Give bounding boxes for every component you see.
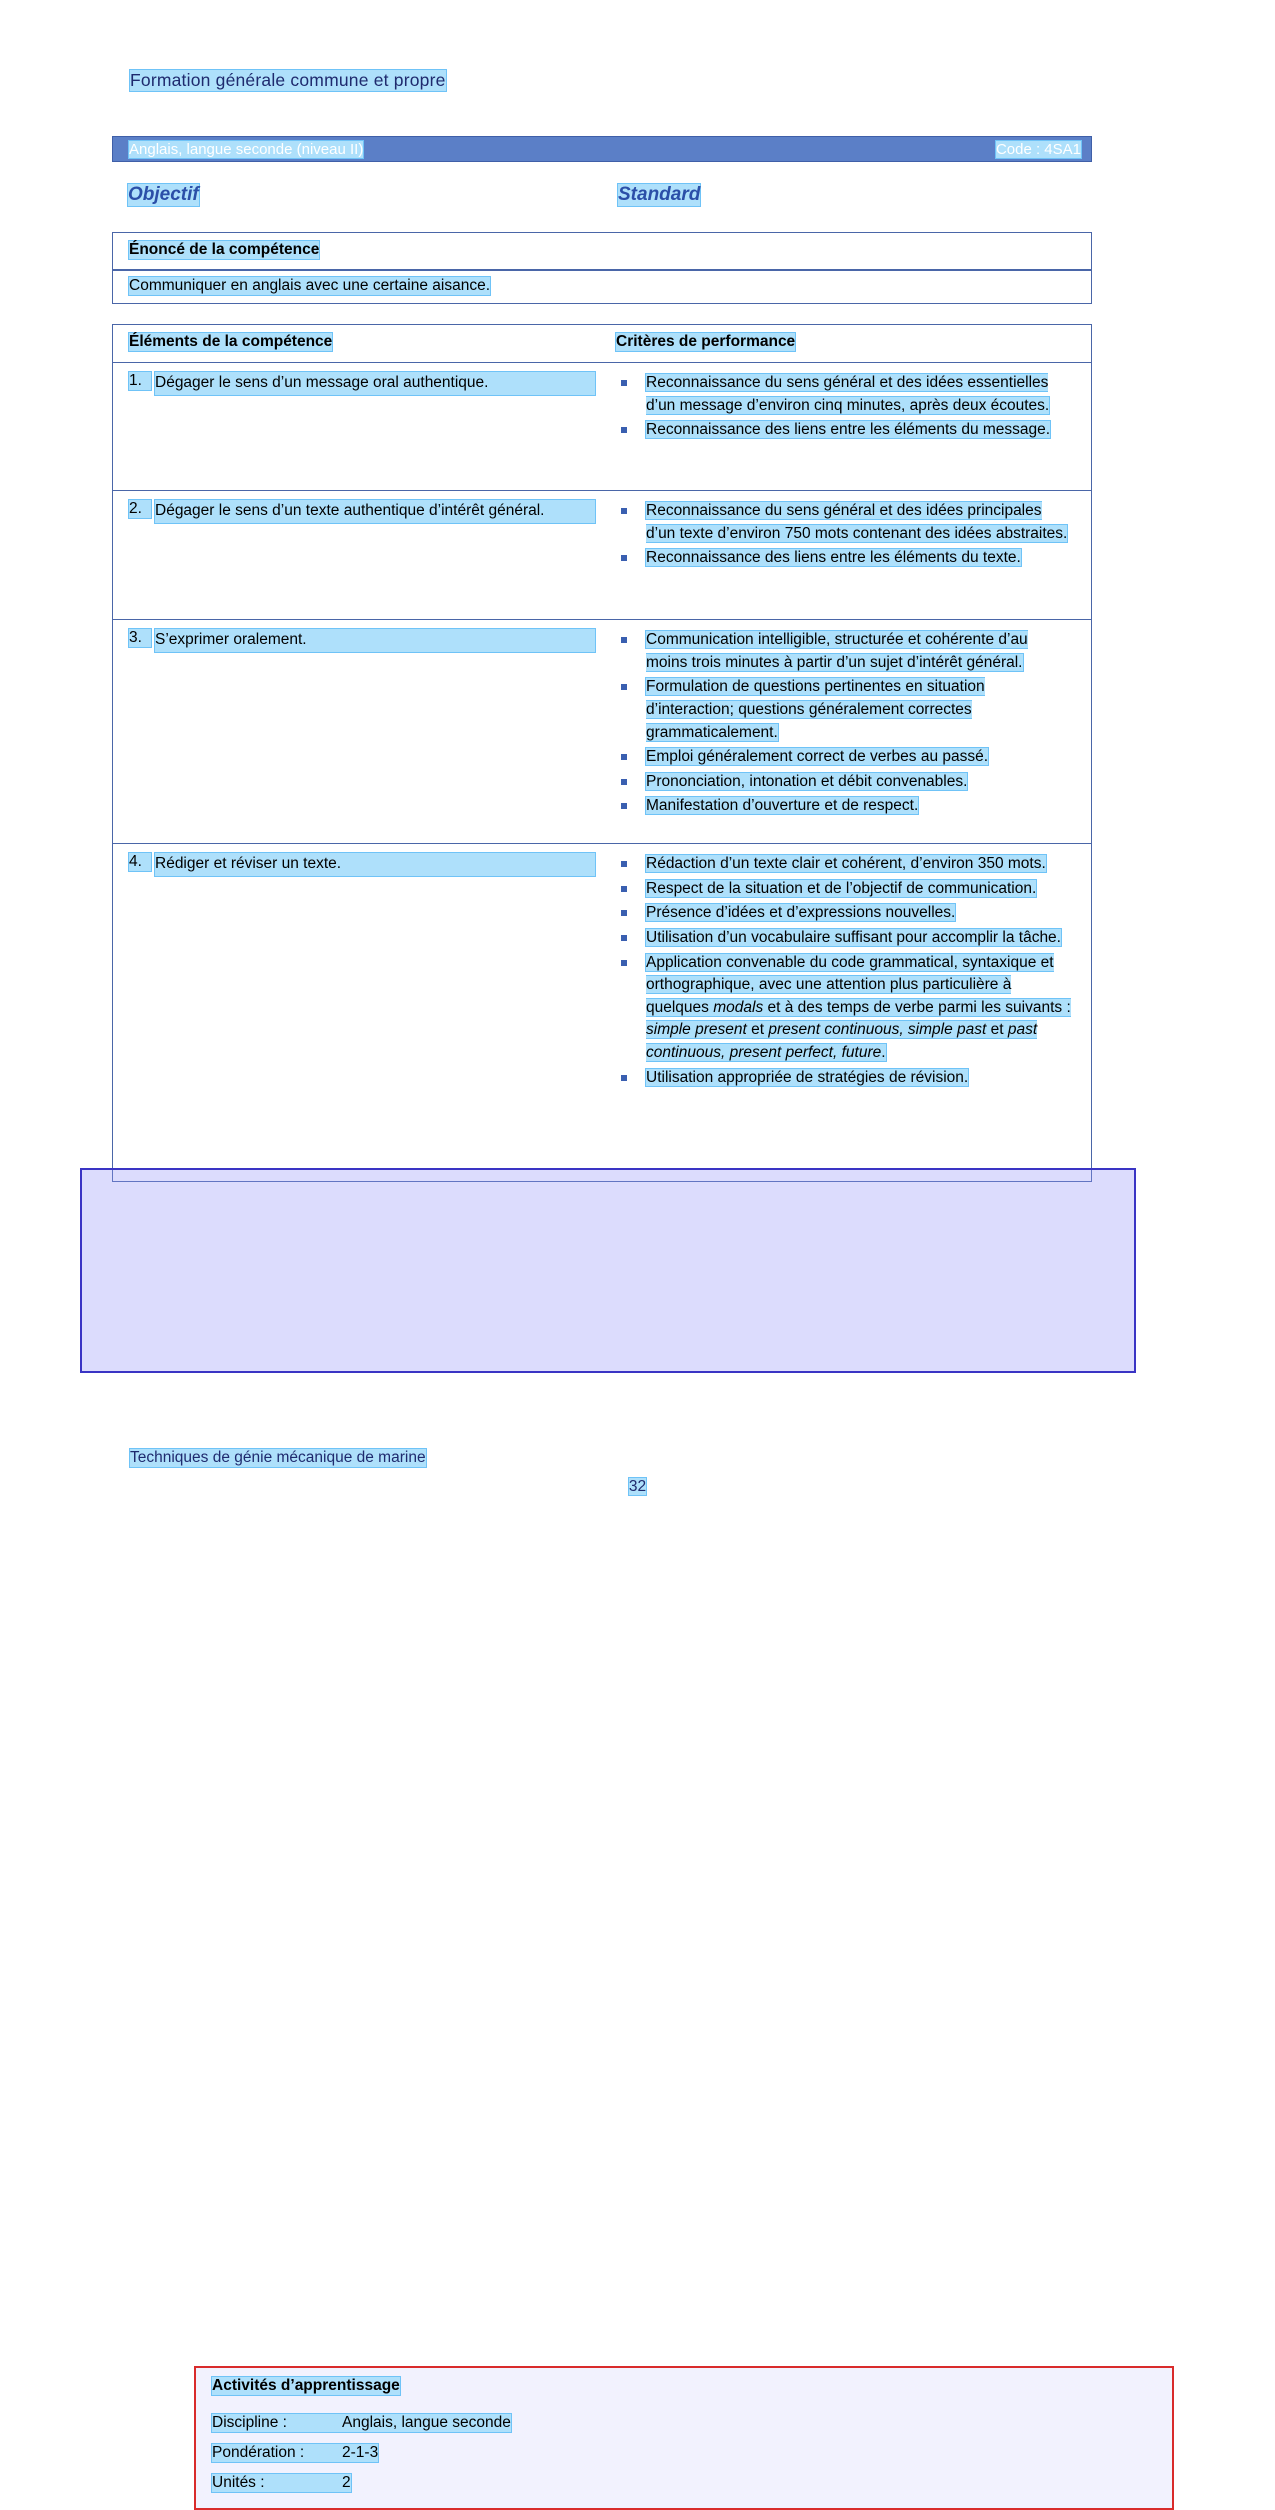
standard-heading: Standard <box>618 184 701 205</box>
activities-row-unites <box>212 2474 351 2492</box>
row-criteria <box>616 372 1071 444</box>
activities-label: Discipline : <box>212 2414 287 2431</box>
table-header-criteria: Critères de performance <box>616 333 796 350</box>
criterion-item: Présence d’idées et d’expressions nouvelles. <box>616 902 1071 925</box>
row-criteria <box>616 853 1071 1091</box>
divider <box>113 269 1091 271</box>
table-row <box>113 491 1091 620</box>
column-headings <box>128 184 1108 210</box>
row-criteria <box>616 500 1071 572</box>
table-row <box>113 363 1091 491</box>
criterion-item: Application convenable du code grammatical, syntaxique et orthographique, avec une attention plus particulière à quelques modals et à des temps de verbe parmi les suivants : simple present et present continuous, simple past et past continuous, present perfect, future. <box>616 952 1071 1065</box>
criterion-item: Utilisation d’un vocabulaire suffisant pour accomplir la tâche. <box>616 927 1071 950</box>
criterion-item: Reconnaissance du sens général et des idées principales d’un texte d’environ 750 mots contenant des idées abstraites. <box>616 500 1071 545</box>
competence-table <box>112 324 1092 1182</box>
activities-value: Anglais, langue seconde <box>342 2414 511 2431</box>
objectif-heading: Objectif <box>128 184 199 205</box>
activities-label: Pondération : <box>212 2444 305 2461</box>
criterion-item: Reconnaissance des liens entre les éléments du texte. <box>616 547 1071 570</box>
course-title: Anglais, langue seconde (niveau II) <box>129 141 364 158</box>
table-row <box>113 844 1091 1183</box>
course-code-bar <box>112 136 1092 162</box>
row-number: 3. <box>129 629 151 647</box>
table-header-row <box>113 325 1091 363</box>
table-row <box>113 620 1091 844</box>
row-criteria <box>616 629 1071 820</box>
criterion-item: Reconnaissance du sens général et des idées essentielles d’un message d’environ cinq minutes, après deux écoutes. <box>616 372 1071 417</box>
row-element: Rédiger et réviser un texte. <box>155 853 595 876</box>
criterion-item: Communication intelligible, structurée et cohérente d’au moins trois minutes à partir d’un sujet d’intérêt général. <box>616 629 1071 674</box>
activities-label: Unités : <box>212 2474 265 2491</box>
row-element: Dégager le sens d’un texte authentique d’intérêt général. <box>155 500 595 523</box>
row-number: 1. <box>129 372 151 390</box>
activities-row-discipline <box>212 2414 511 2432</box>
table-header-elements: Éléments de la compétence <box>129 333 333 350</box>
row-element: S’exprimer oralement. <box>155 629 595 652</box>
activities-box <box>194 2366 1174 2510</box>
activities-title: Activités d’apprentissage <box>212 2377 400 2394</box>
activities-row-ponderation <box>212 2444 378 2462</box>
activities-value: 2 <box>342 2474 351 2491</box>
criterion-item: Emploi généralement correct de verbes au passé. <box>616 746 1071 769</box>
row-number: 4. <box>129 853 151 871</box>
criterion-item: Utilisation appropriée de stratégies de révision. <box>616 1067 1071 1090</box>
course-code: Code : 4SA1 <box>995 141 1081 158</box>
criterion-item: Reconnaissance des liens entre les éléments du message. <box>616 419 1071 442</box>
footer-program: Techniques de génie mécanique de marine <box>130 1449 426 1466</box>
row-number: 2. <box>129 500 151 518</box>
page-header: Formation générale commune et propre <box>130 70 446 90</box>
criterion-item: Prononciation, intonation et débit convenables. <box>616 771 1071 794</box>
criterion-item: Formulation de questions pertinentes en situation d’interaction; questions généralement correctes grammaticalement. <box>616 676 1071 744</box>
competence-title: Énoncé de la compétence <box>129 241 320 258</box>
criterion-item: Respect de la situation et de l’objectif de communication. <box>616 878 1071 901</box>
competence-statement-box <box>112 232 1092 304</box>
criterion-item: Manifestation d’ouverture et de respect. <box>616 795 1071 818</box>
footer-page-number <box>0 1478 1275 1496</box>
page-number: 32 <box>628 1478 647 1495</box>
criterion-item: Rédaction d’un texte clair et cohérent, d’environ 350 mots. <box>616 853 1071 876</box>
row-element: Dégager le sens d’un message oral authentique. <box>155 372 595 395</box>
competence-text: Communiquer en anglais avec une certaine aisance. <box>129 277 491 294</box>
activities-value: 2-1-3 <box>342 2444 379 2461</box>
